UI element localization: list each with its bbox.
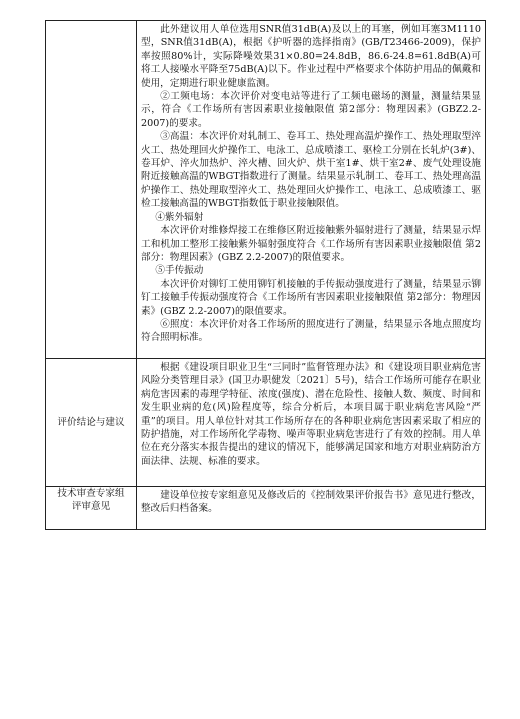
expert-label-line2: 评审意见 (71, 501, 111, 513)
conclusion-content (137, 359, 486, 487)
paragraph: 根据《建设项目职业卫生“三同时”监督管理办法》和《建设项目职业病危害风险分类管理目录》(国卫办职健发〔2021〕5号)，结合工作场所可能存在职业病危害因素的毒理学特征、浓度(强度)、潜在危险性、接触人数、频度、时间和发生职业病的危(风)险程度等，综合分析后，本项目属于职业病危害风险“严重”的项目。用人单位针对其工作场所存在的各种职业病危害因素采取了相应的防护措施，对工作场所化学毒物、噪声等职业病危害进行了有效的控制。用人单位在充分落实本报告提出的建议的情况下，能够满足国家和地方对职业病防治方面法律、法规、标准的要求。 (141, 362, 481, 467)
paragraph: ②工频电场：本次评价对变电站等进行了工频电磁场的测量，测量结果显示，符合《工作场所有害因素职业接触限值 第2部分：物理因素》(GBZ2.2-2007)的要求。 (141, 91, 481, 129)
table-row (46, 21, 486, 359)
section-heading: ④紫外辐射 (155, 211, 204, 223)
paragraph: 本次评价对维修焊接工在维修区附近接触紫外辐射进行了测量，结果显示焊工和机加工整形工接触紫外辐射强度符合《工作场所有害因素职业接触限值 第2部分：物理因素》(GBZ 2.2-2007)的限值要求。 (141, 225, 481, 263)
table-row (46, 359, 486, 487)
paragraph: ③高温：本次评价对轧制工、卷耳工、热处理高温炉操作工、热处理取型淬火工、热处理回火炉操作工、电泳工、总成喷漆工、驱检工分别在长轧炉(3#)、卷耳炉、淬火加热炉、淬火槽、回火炉、烘干室1#、烘干室2#、废气处理设施附近接触高温的WBGT指数进行了测量。结果显示轧制工、卷耳工、热处理高温炉操作工、热处理取型淬火工、热处理回火炉操作工、电泳工、总成喷漆工、驱检工接触高温的WBGT指数低于职业接触限值。 (141, 131, 481, 210)
paragraph: 建设单位按专家组意见及修改后的《控制效果评价报告书》意见进行整改，整改后归档备案。 (141, 490, 481, 515)
paragraph: 本次评价对铆钉工使用铆钉机接触的手传振动强度进行了测量，结果显示铆钉工接触手传振动强度符合《工作场所有害因素职业接触限值 第2部分：物理因素》(GBZ 2.2-2007)的限值要求。 (141, 278, 481, 317)
conclusion-label: 评价结论与建议 (46, 359, 137, 487)
physical-factors-content (137, 21, 486, 359)
expert-review-label (46, 487, 137, 530)
paragraph: 此外建议用人单位选用SNR值31dB(A)及以上的耳塞，例如耳塞3M1110型，SNR值31dB(A)，根据《护听器的选择指南》(GB/T23466-2009)，保护率按照80%计，实际降噪效果31×0.80=24.8dB，86.6-24.8=61.8dB(A)可将工人接噪水平降至75dB(A)以下。作业过程中严格要求个体防护用品的佩戴和使用，定期进行职业健康监测。 (141, 24, 481, 89)
table-row (46, 487, 486, 530)
row-label-empty (46, 21, 137, 359)
section-heading: ⑤手传振动 (155, 265, 204, 277)
expert-review-content (137, 487, 486, 530)
evaluation-table (45, 20, 486, 530)
paragraph: ⑥照度：本次评价对各工作场所的照度进行了测量，结果显示各地点照度均符合照明标准。 (141, 318, 481, 344)
expert-label-line1: 技术审查专家组 (57, 488, 125, 499)
